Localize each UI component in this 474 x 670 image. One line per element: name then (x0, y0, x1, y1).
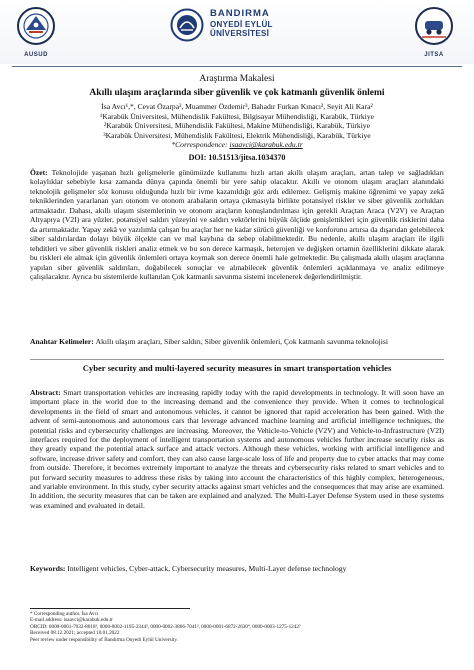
ausud-emblem-icon (16, 6, 56, 46)
footnote-divider (30, 608, 190, 609)
footnote-orcid: ORCID: 0000-0001-7032-8018¹, 0000-0002-1195-2344², 0000-0002-3866-7041³, 0000-0001-6872-2630⁴, 0000-0003-1275-1242⁵ (30, 623, 301, 630)
jitsa-emblem-icon (414, 6, 454, 46)
footnote-corresponding-author: * Corresponding author. İsa Avcı (30, 611, 99, 617)
author-block (14, 102, 460, 150)
correspondence (14, 140, 460, 150)
footnotes (30, 611, 460, 643)
university-name-line3: ÜNİVERSİTESİ (210, 29, 270, 39)
header-divider (12, 66, 462, 67)
abstract-english (30, 388, 444, 510)
article-type: Araştırma Makalesi (199, 74, 275, 84)
affiliation-2: ²Karabük Üniversitesi, Mühendislik Fakültesi, Makine Mühendisliği, Karabük, Türkiye (104, 121, 370, 131)
keywords-english (30, 564, 444, 573)
footnote-peer-review: Peer review under responsibility of Bandırma Onyedi Eylül University. (30, 636, 178, 643)
abstract-turkish-label: Özet: (30, 168, 52, 177)
university-name-line1: BANDIRMA (210, 8, 270, 19)
footnote-received: Received 08.12.2021; accepted 10.01.2022 (30, 630, 120, 637)
keywords-english-label: Keywords: (30, 564, 68, 573)
footnote-email: E-mail address: isaavci@karabuk.edu.tr (30, 617, 113, 624)
abstract-turkish-text: Teknolojide yaşanan hızlı gelişmelerle günümüzde kullanımı hızlı artan akıllı ulaşım araçları, artan talep ve sağladıkları kolaylıklar sebebiyle kısa zamanda dünya çapında önemli bir yere sahip olacaktır. Akıllı ve otonom ulaşım araçları alanındaki teknolojik gelişmeler söz konusu olduğunda hızlı bir ivme kazanıldığı göz ardı edilemez. Gelişmiş makine öğrenimi ve yapay zekâ tekniklerinden yararlanan yarı otonom ve otonom arabaların ortaya çıkmasıyla birlikte potansiyel riskler ve siber güvenlik zorlukları artmaktadır. Dahası, akıllı ulaşım sistemlerinin ve otonom araçların konuşlandırılması için gerekli Araçtan Araca (V2V) ve Araçtan Altyapıya (V2I) ara yüzler, potansiyel saldırı yüzeyini ve saldırı vektörlerini büyük ölçüde genişlettikleri için güvenlik risklerini daha da artırmaktadır. Yapay zekâ ve yazılımla çalışan bu araçlar her ne kadar sürücü güvenliği ve konforunu artırsa da dışarıdan gelebilecek siber saldırılardan dolayı büyük ölçekte can ve mal kaybına da sebep olabilmektedir. Bu nedenle, akıllı ulaşım araçları ile ilgili tehditleri ve siber güvenlik riskleri analiz etmek ve bu son derece karmaşık, heterojen ve değişken ortamın özelliklerini dikkate alarak bu riskleri ele almak için güvenlik önlemleri ortaya koymak son derece önemli hale gelmektedir. Bu çalışmada akıllı ulaşım araçlarına yapılan siber güvenlik saldırıları, doğabilecek sonuçlar ve alınabilecek güvenlik önlemleri açıklanmaya ve analiz edilmeye çalışılacaktır. Ayrıca bu sistemlerde kullanılan Çok katmanlı savunma sistemi incelenerek değerlendirilmiştir. (30, 168, 444, 281)
left-logo-caption: AUSUD (24, 52, 48, 58)
university-logo (170, 8, 310, 46)
right-logo-caption: JITSA (424, 52, 444, 58)
jitsa-logo (410, 6, 458, 58)
article-title-turkish: Akıllı ulaşım araçlarında siber güvenlik ve çok katmanlı güvenlik önlemi (89, 88, 385, 98)
article-title-english: Cyber security and multi-layered security measures in smart transportation vehicles (82, 363, 392, 373)
correspondence-label: *Correspondence: (171, 140, 230, 150)
section-divider (30, 359, 444, 360)
doi[interactable]: DOI: 10.51513/jitsa.1034370 (188, 153, 286, 162)
ausud-logo (12, 6, 60, 58)
university-name-line2: ONYEDİ EYLÜL (210, 19, 273, 29)
correspondence-email-link[interactable]: isaavci@karabuk.edu.tr (229, 140, 303, 150)
abstract-english-label: Abstract: (30, 388, 64, 397)
keywords-turkish-text: Akıllı ulaşım araçları, Siber saldırı, Siber güvenlik önlemleri, Çok katmanlı savunma teknolojisi (95, 337, 388, 346)
affiliation-1: ¹Karabük Üniversitesi, Mühendislik Fakültesi, Bilgisayar Mühendisliği, Karabük, Türkiye (100, 111, 374, 121)
abstract-turkish (30, 168, 444, 281)
author-list: İsa Avcı¹,*, Cevat Özarpa², Muammer Özdemir³, Bahadır Furkan Kınacı³, Seyit Ali Kara² (101, 102, 373, 111)
affiliation-3: ³Karabük Üniversitesi, Mühendislik Fakültesi, Elektrik Mühendisliği, Karabük, Türkiye (103, 130, 371, 140)
abstract-english-text: Smart transportation vehicles are increasing rapidly today with the rapid developments in technology. It will soon have an important place in the world due to the increasing demand and the convenience they provide. When it comes to technological developments in the field of smart and autonomous vehicles, it cannot be ignored that rapid acceleration has been gained. With the advent of semi-autonomous and autonomous cars that leverage advanced machine learning and artificial intelligence techniques, the potential risks and cybersecurity challenges are increasing. Moreover, the Vehicle-to-Vehicle (V2V) and Vehicle-to-Infrastructure (V2I) interfaces required for the deployment of intelligent transportation systems and autonomous vehicles further increase security risks as they greatly expand the potential attack surface and attack vectors. Although these vehicles, working with artificial intelligence and software, increase driver safety and comfort, they can also cause large-scale loss of life and property due to cyber attacks that may come from outside. Therefore, it becomes extremely important to analyze the threats and cybersecurity risks related to smart vehicles and to put forward security measures to address these risks by taking into account the characteristics of this highly complex, heterogeneous, and variable environment. In this study, cyber security attacks against smart vehicles and the consequences that may arise are examined. In addition, the security measures that can be taken are explained and analyzed. The Multi-Layer Defense System used in these systems was examined and evaluated in detail. (30, 388, 445, 510)
university-name (210, 9, 273, 38)
keywords-turkish (30, 337, 444, 346)
keywords-english-text: Intelligent vehicles, Cyber-attack, Cybersecurity measures, Multi-Layer defense technology (67, 564, 347, 573)
university-seal-icon (170, 8, 204, 42)
keywords-turkish-label: Anahtar Kelimeler: (30, 337, 96, 346)
